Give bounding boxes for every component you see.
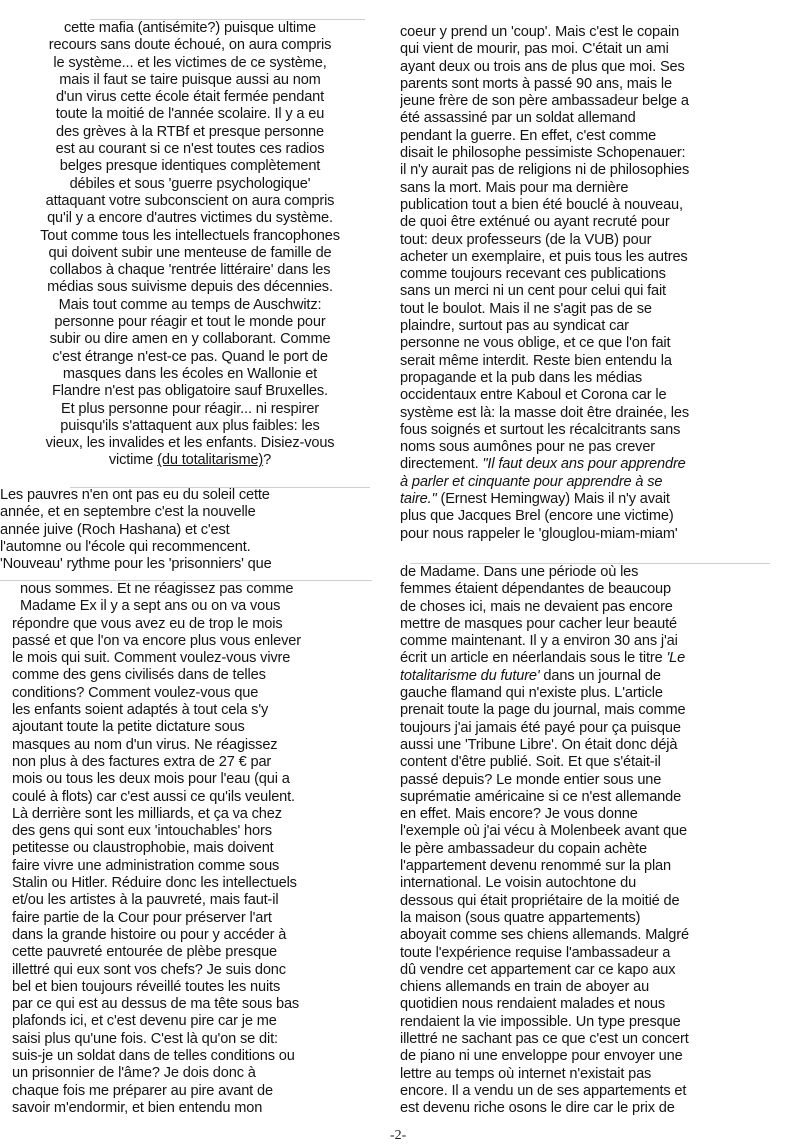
text-line: un prisonnier de l'âme? Je dois donc à [12,1065,256,1082]
text-line: les enfants soient adaptés à tout cela s'y [12,702,269,719]
text-line: Mais tout comme au temps de Auschwitz: [58,296,322,313]
text-line: tout: deux professeurs (de la VUB) pour [400,231,652,248]
text-line: plus que Jacques Brel (encore une victime) [400,508,674,525]
text-line [0,452,380,469]
text-line: toute la moitié de l'année scolaire. Il y a eu [55,106,325,123]
text-line: le père ambassadeur du copain achète [400,840,647,857]
text-line: encore. Il a vendu un de ses appartements et [400,1082,687,1099]
text-line: faire partie de la Cour pour préserver l'art [12,909,272,926]
text-line: lettre au temps où internet n'existait pas [400,1065,652,1082]
text-line: qu'il y a encore d'autres victimes du système. [47,210,333,227]
quote-text: "Il faut deux ans pour apprendre [482,456,686,473]
text-line: sans un merci ni un cent pour celui qui fait [400,283,666,300]
text-line: masques dans les écoles en Wallonie et [62,365,318,382]
text-line: conditions? Comment voulez-vous que [12,684,259,701]
text-line: comme des gens civilisés dans de telles [12,667,266,684]
text-line: de Madame. Dans une période où les [400,564,639,580]
text-line: bel et bien toujours réveillé toutes les nuits [12,978,281,995]
text-line: toute l'expérience requise l'ambassadeur a [400,944,671,961]
left-column-block-c [0,581,380,1137]
text-line: de quoi être exténué ou ayant recruté pour [400,214,670,231]
quote-line: à parler et cinquante pour apprendre à se [400,473,663,490]
left-column-block-b [0,487,380,577]
text-line [400,668,776,685]
text-line: Madame Ex il y a sept ans ou on va vous [20,598,281,615]
text-line: dessous qui était propriétaire de la moitié de [400,892,680,909]
text-line: passé depuis? Le monde entier sous une [400,771,662,788]
text-line: prenait toute la page du journal, mais comme [400,702,686,719]
text-line: illettré ne sachant pas ce que c'est un concert [400,1031,689,1048]
text-line: cette pauvreté entourée de plèbe presque [12,944,277,961]
text-line: en effet. Mais encore? Je vous donne [400,806,638,823]
text-line: petitesse ou claustrophobie, mais doivent [12,840,274,857]
text-fragment: directement. [400,456,483,473]
page-number: -2- [390,1128,407,1143]
text-line: sans la mort. Mais pour ma dernière [400,179,629,196]
text-fragment: écrit un article en néerlandais sous le titre [400,650,667,667]
text-line: médias sous suivisme depuis des décennies. [47,279,333,296]
text-line: serait même interdit. Reste bien entendu la [400,352,672,369]
text-line: chaque fois me préparer au pire avant de [12,1082,273,1099]
quote-line [400,491,776,508]
text-line: dans la grande histoire ou pour y accéder à [12,926,287,943]
text-fragment: dans un journal de [539,667,661,684]
left-column-block-a [0,20,380,490]
text-line: Stalin ou Hitler. Réduire donc les intellectuels [12,875,297,892]
text-line [400,650,776,667]
article-title: 'Le [666,650,686,667]
text-line: 'Nouveau' rythme pour les 'prisonniers' que [0,556,272,573]
text-line: Là derrière sont les milliards, et ça va chez [12,805,282,822]
text-line: suprématie américaine si ce n'est allemande [400,788,682,805]
text-line: dû vendre cet appartement car ce kapo aux [400,961,676,978]
text-line: est devenu riche osons le dire car le prix de [400,1100,675,1117]
text-line: système est là: la masse doit être drainée, les [400,404,690,421]
text-line: content d'être publié. Soit. Et que s'était-il [400,754,661,771]
text-line: ayant deux ou trois ans de plus que moi. Ses [400,58,685,75]
text-line: nous sommes. Et ne réagissez pas comme [20,581,294,597]
text-line: mettre de masques pour cacher leur beauté [400,615,677,632]
text-line: international. Le voisin autochtone du [400,875,637,892]
text-line: attaquant votre subconscient on aura compris [45,192,335,209]
text-line: toujours j'ai jamais été payé pour ça puisque [400,719,681,736]
text-fragment: (Ernest Hemingway) Mais il n'y avait [436,491,670,508]
text-line: personne pour réagir et tout le monde pour [54,314,326,331]
text-line: mais il faut se taire puisque aussi au nom [59,71,321,88]
text-line: puisqu'ils s'attaquent aux plus faibles: les [60,417,320,434]
underlined-text: (du totalitarisme) [157,452,264,469]
text-line: vieux, les invalides et les enfants. Disiez-vous [45,435,335,452]
text-line: qui doivent subir une menteuse de famille de [48,244,332,261]
text-line: Les pauvres n'en ont pas eu du soleil cette [0,487,270,503]
text-line: suis-je un soldat dans de telles conditions ou [12,1048,295,1065]
text-line: le mois qui suit. Comment voulez-vous vivre [12,650,291,667]
text-line: comme maintenant. Il y a environ 30 ans j'ai [400,633,678,650]
text-line: femmes étaient dépendantes de beaucoup [400,581,671,598]
text-line: gauche flamand qui n'existe plus. L'article [400,685,663,702]
text-line: plafonds ici, et c'est devenu pire car je me [12,1013,277,1030]
right-column-block-2 [400,564,776,1129]
text-line: saisi plus qu'une fois. C'est là qu'on se dit: [12,1030,278,1047]
text-line: disait le philosophe pessimiste Schopenauer: [400,145,686,162]
text-fragment: ? [263,452,272,469]
text-line: personne ne vous oblige, et ce que l'on fait [400,335,671,352]
text-line: acheter un exemplaire, et puis tous les autres [400,248,688,265]
text-line: d'un virus cette école était fermée pendant [55,89,325,106]
text-line: plaindre, surtout pas au syndicat car [400,318,629,335]
text-line: mois ou tous les deux mois pour l'eau (qui a [12,771,290,788]
text-line: est au courant si ce n'est toutes ces radios [55,141,325,158]
text-line: de piano ni une enveloppe pour envoyer une [400,1048,683,1065]
text-line: débiles et sous 'guerre psychologique' [69,175,311,192]
text-line: il n'y aurait pas de religions ni de philosophies [400,162,690,179]
text-line: pour nous rappeler le 'glouglou-miam-miam' [400,525,678,542]
text-line: passé et que l'on va encore plus vous enlever [12,632,301,649]
text-line: qui vient de mourir, pas moi. C'était un ami [400,41,669,58]
text-line: propagande et la pub dans les médias [400,369,643,386]
text-line: quotidien nous rendaient malades et nous [400,996,665,1013]
text-line: Flandre n'est pas obligatoire sauf Bruxelles. [52,383,328,400]
text-line: comme toujours recevant ces publications [400,266,666,283]
text-line: collabos à chaque 'rentrée littéraire' dans les [49,262,331,279]
text-line: tout le boulot. Mais il ne s'agit pas de se [400,300,652,317]
text-line: l'exemple où j'ai vécu à Molenbeek avant que [400,823,687,840]
text-fragment: victime [108,452,158,469]
text-line: savoir m'endormir, et bien entendu mon [12,1099,263,1116]
text-line: illettré qui eux sont vos chefs? Je suis donc [12,961,286,978]
article-title: totalitarisme du future' [400,667,540,684]
text-line: occidentaux entre Kaboul et Corona car le [400,387,667,404]
text-line: des gens qui sont eux 'intouchables' hors [12,823,272,840]
text-line: année juive (Roch Hashana) et c'est [0,521,230,538]
text-line: été assassiné par un soldat allemand [400,110,636,127]
text-line: Tout comme tous les intellectuels francophones [40,227,340,244]
text-line: fous soignés et surtout les récalcitrants sans [400,421,681,438]
text-line: et/ou les artistes à la pauvreté, mais faut-il [12,892,279,909]
text-line: aussi une 'Tribune Libre'. On était donc déjà [400,736,678,753]
text-line: noms sous aumônes pour ne pas crever [400,439,655,456]
text-line: répondre que vous avez eu de trop le mois [12,615,283,632]
text-line: masques au nom d'un virus. Ne réagissez [12,736,278,753]
text-line: chiens allemands en train de aboyer au [400,979,650,996]
quote-line [400,456,776,473]
text-line: aboyait comme ses chiens allemands. Malgré [400,927,689,944]
text-line: cette mafia (antisémite?) puisque ultime [64,20,316,36]
text-line: par ce qui est au dessus de ma tête sous bas [12,996,300,1013]
text-line: faire vivre une administration comme sous [12,857,280,874]
text-line: rendaient la vie impossible. Un type presque [400,1013,681,1030]
text-line: ajoutant toute la petite dictature sous [12,719,245,736]
text-line: le système... et les victimes de ce système, [53,54,327,71]
text-line: Et plus personne pour réagir... ni respirer [61,400,319,417]
text-line: année, et en septembre c'est la nouvelle [0,504,256,521]
text-line: coulé à flots) car c'est aussi ce qu'ils veulent. [12,788,295,805]
text-line: c'est étrange n'est-ce pas. Quand le port de [52,348,328,365]
quote-text: taire." [400,491,437,508]
text-line: parents sont morts à passé 90 ans, mais le [400,75,672,92]
text-line: non plus à des factures extra de 27 € par [12,753,272,770]
text-line: la maison (sous quatre appartements) [400,909,641,926]
text-line: recours sans doute échoué, on aura compris [48,37,332,54]
text-line: pendant la guerre. En effet, c'est comme [400,127,657,144]
text-line: l'appartement devenu renommé sur la plan [400,858,671,875]
text-line: jeune frère de son père ambassadeur belge a [400,93,689,110]
text-line: coeur y prend un 'coup'. Mais c'est le copain [400,24,680,40]
right-column-block-1 [400,24,776,579]
text-line: de choses ici, mais ne devaient pas encore [400,598,673,615]
text-line: publication tout a bien été bouclé à nouveau, [400,196,683,213]
text-line: subir ou dire amen en y collaborant. Comme [49,331,331,348]
text-line: des grèves à la RTBf et presque personne [56,123,324,140]
text-line: belges presque identiques complètement [59,158,321,175]
text-line: l'automne ou l'école qui recommencent. [0,538,251,555]
